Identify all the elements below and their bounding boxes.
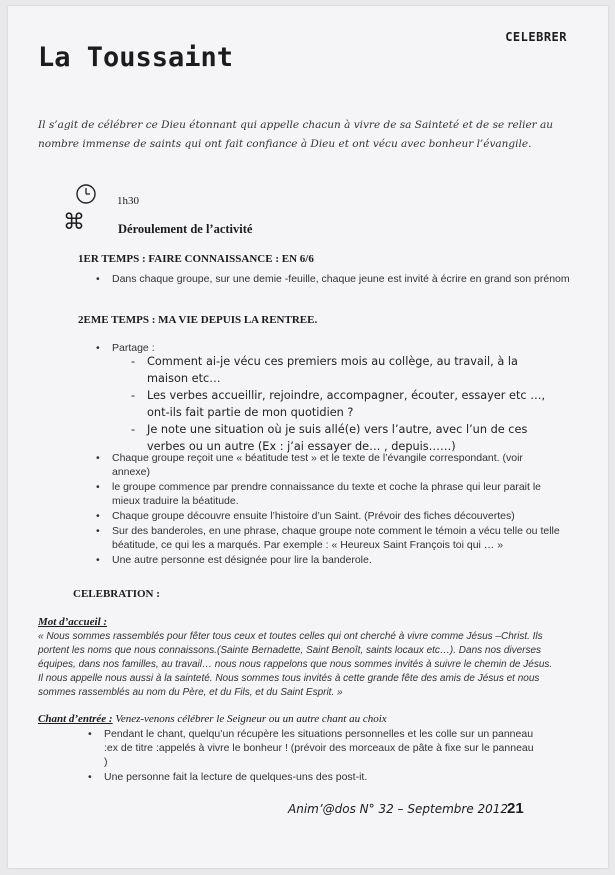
- list-item: - Comment ai-je vécu ces premiers mois au collège, au travail, à la maison etc…: [131, 355, 518, 385]
- list-item: • Partage :: [96, 342, 155, 354]
- activity-heading: Déroulement de l’activité: [118, 222, 253, 236]
- temps1-list: [96, 272, 576, 287]
- list-item: • Chaque groupe découvre ensuite l’histoire d’un Saint. (Prévoir des fiches découvertes): [96, 510, 515, 522]
- list-item: • Une personne fait la lecture de quelques-uns des post-it.: [88, 771, 368, 783]
- list-item: • Pendant le chant, quelqu’un récupère les situations personnelles et les colle sur un panneau :ex de titre :appelés à vivre le bonheur ! (prévoir des morceaux de pâte à fixe sur le panneau ): [88, 728, 534, 768]
- intro-paragraph: Il s’agit de célébrer ce Dieu étonnant qui appelle chacun à vivre de sa Sainteté et de se relier au nombre immense de saints qui ont fait confiance à Dieu et ont vécu avec bonheur l’évangile.: [38, 119, 554, 150]
- chant-label: Chant d’entrée :: [38, 713, 113, 725]
- list-item: - Les verbes accueillir, rejoindre, accompagner, écouter, essayer etc …, ont-ils fait partie de mon quotidien ?: [131, 389, 546, 419]
- temps1-heading: 1ER TEMPS : FAIRE CONNAISSANCE : EN 6/6: [78, 253, 314, 265]
- list-item: • Chaque groupe reçoit une « béatitude test » et le texte de l’évangile correspondant. (voir annexe): [96, 452, 523, 478]
- celebration-heading: CELEBRATION :: [73, 588, 160, 600]
- magazine-footer: Anim’@dos N° 32 – Septembre 2012: [288, 802, 509, 816]
- celebration-list: [88, 727, 538, 785]
- page-number: 21: [507, 800, 524, 817]
- duration: 1h30: [117, 195, 139, 207]
- page-title: La Toussaint: [38, 42, 234, 73]
- section-tag: CELEBRER: [505, 30, 567, 44]
- chant-text: Venez-venons célébrer le Seigneur ou un autre chant au choix: [115, 713, 387, 725]
- temps2-list: [96, 451, 561, 568]
- temps2-heading: 2EME TEMPS : MA VIE DEPUIS LA RENTREE.: [78, 314, 318, 326]
- list-item: - Je note une situation où je suis allé(e) vers l’autre, avec l’un de ces verbes ou un autre (Ex : j’ai essayer de… , depuis……): [131, 423, 528, 453]
- chant-line: [38, 713, 578, 725]
- list-item: • le groupe commence par prendre connaissance du texte et coche la phrase qui leur parait le mieux traduire la béatitude.: [96, 481, 542, 507]
- accueil-text: « Nous sommes rassemblés pour fêter tous ceux et toutes celles qui ont cherché à vivre comme Jésus –Christ. Ils portent les noms que nous connaissons.(Sainte Bernadette, Saint Benoît, saints locaux etc…). Dans nos diverses équipes, dans nos familles, au travail… nous nous rappelons que nous sommes invités à suivre le chemin de Jésus. Il nous appelle nous aussi à la sainteté. Nous sommes tous invités à cette grande fête des amis de Jésus et nous sommes rassemblés au nom du Père, et du Fils, et du Saint Esprit. »: [38, 631, 553, 698]
- partage-dash-list: [131, 354, 561, 456]
- list-item: • Une autre personne est désignée pour lire la banderole.: [96, 554, 372, 566]
- command-icon: ⌘: [63, 210, 85, 235]
- clock-icon: [75, 183, 97, 210]
- accueil-label: Mot d’accueil :: [38, 616, 108, 628]
- list-item: • Dans chaque groupe, sur une demie -feuille, chaque jeune est invité à écrire en grand son prénom: [96, 273, 570, 285]
- list-item: • Sur des banderoles, en une phrase, chaque groupe note comment le témoin a vécu telle ou telle béatitude, ce qui les a marqués. Par exemple : « Heureux Saint François toi qui … »: [96, 525, 560, 551]
